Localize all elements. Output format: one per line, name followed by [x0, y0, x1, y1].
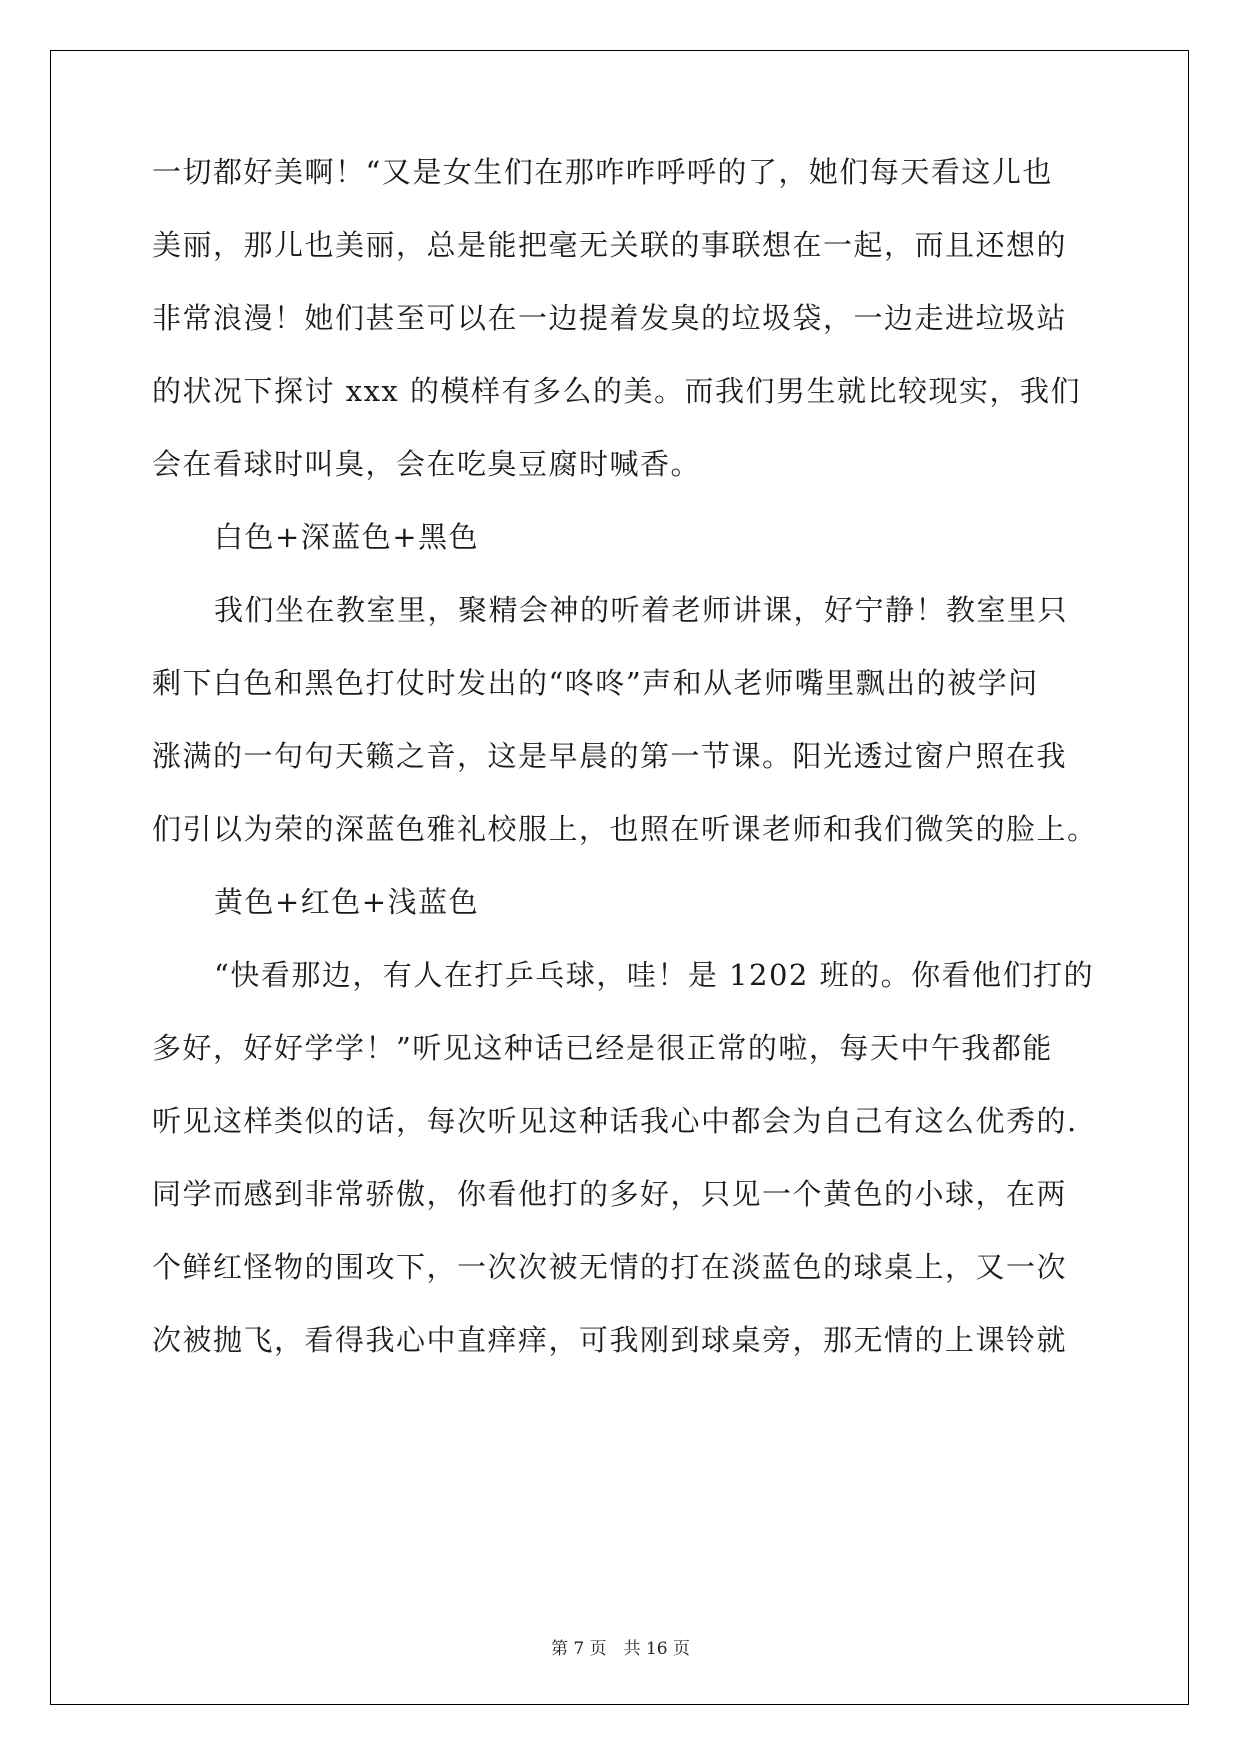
- text-line: 多好，好好学学！”听见这种话已经是很正常的啦，每天中午我都能: [152, 1031, 1053, 1065]
- text-line: 我们坐在教室里，聚精会神的听着老师讲课，好宁静！教室里只: [214, 593, 1069, 627]
- text-line: 同学而感到非常骄傲，你看他打的多好，只见一个黄色的小球，在两: [152, 1177, 1068, 1211]
- text-line: 剩下白色和黑色打仗时发出的“咚咚”声和从老师嘴里飘出的被学问: [152, 666, 1039, 700]
- text-line: 次被抛飞，看得我心中直痒痒，可我刚到球桌旁，那无情的上课铃就: [152, 1323, 1068, 1357]
- text-line: 非常浪漫！她们甚至可以在一边提着发臭的垃圾袋，一边走进垃圾站: [152, 301, 1068, 335]
- text-line: 听见这样类似的话，每次听见这种话我心中都会为自己有这么优秀的.: [152, 1104, 1078, 1138]
- text-line: 美丽，那儿也美丽，总是能把毫无关联的事联想在一起，而且还想的: [152, 228, 1068, 262]
- text-line: 们引以为荣的深蓝色雅礼校服上，也照在听课老师和我们微笑的脸上。: [152, 812, 1098, 846]
- text-line: 会在看球时叫臭，会在吃臭豆腐时喊香。: [152, 447, 702, 481]
- page-number: 第 7 页 共 16 页: [550, 1639, 691, 1659]
- section-heading: 黄色+红色+浅蓝色: [214, 885, 480, 919]
- text-line: 个鲜红怪物的围攻下，一次次被无情的打在淡蓝色的球桌上，又一次: [152, 1250, 1068, 1284]
- text-line: 涨满的一句句天籁之音，这是早晨的第一节课。阳光透过窗户照在我: [152, 739, 1068, 773]
- text-line: “快看那边，有人在打乒乓球，哇！是 1202 班的。你看他们打的: [214, 958, 1095, 992]
- text-line: 的状况下探讨 xxx 的模样有多么的美。而我们男生就比较现实，我们: [152, 374, 1082, 408]
- text-line: 一切都好美啊！“又是女生们在那咋咋呼呼的了，她们每天看这儿也: [152, 155, 1053, 189]
- section-heading: 白色+深蓝色+黑色: [214, 520, 480, 554]
